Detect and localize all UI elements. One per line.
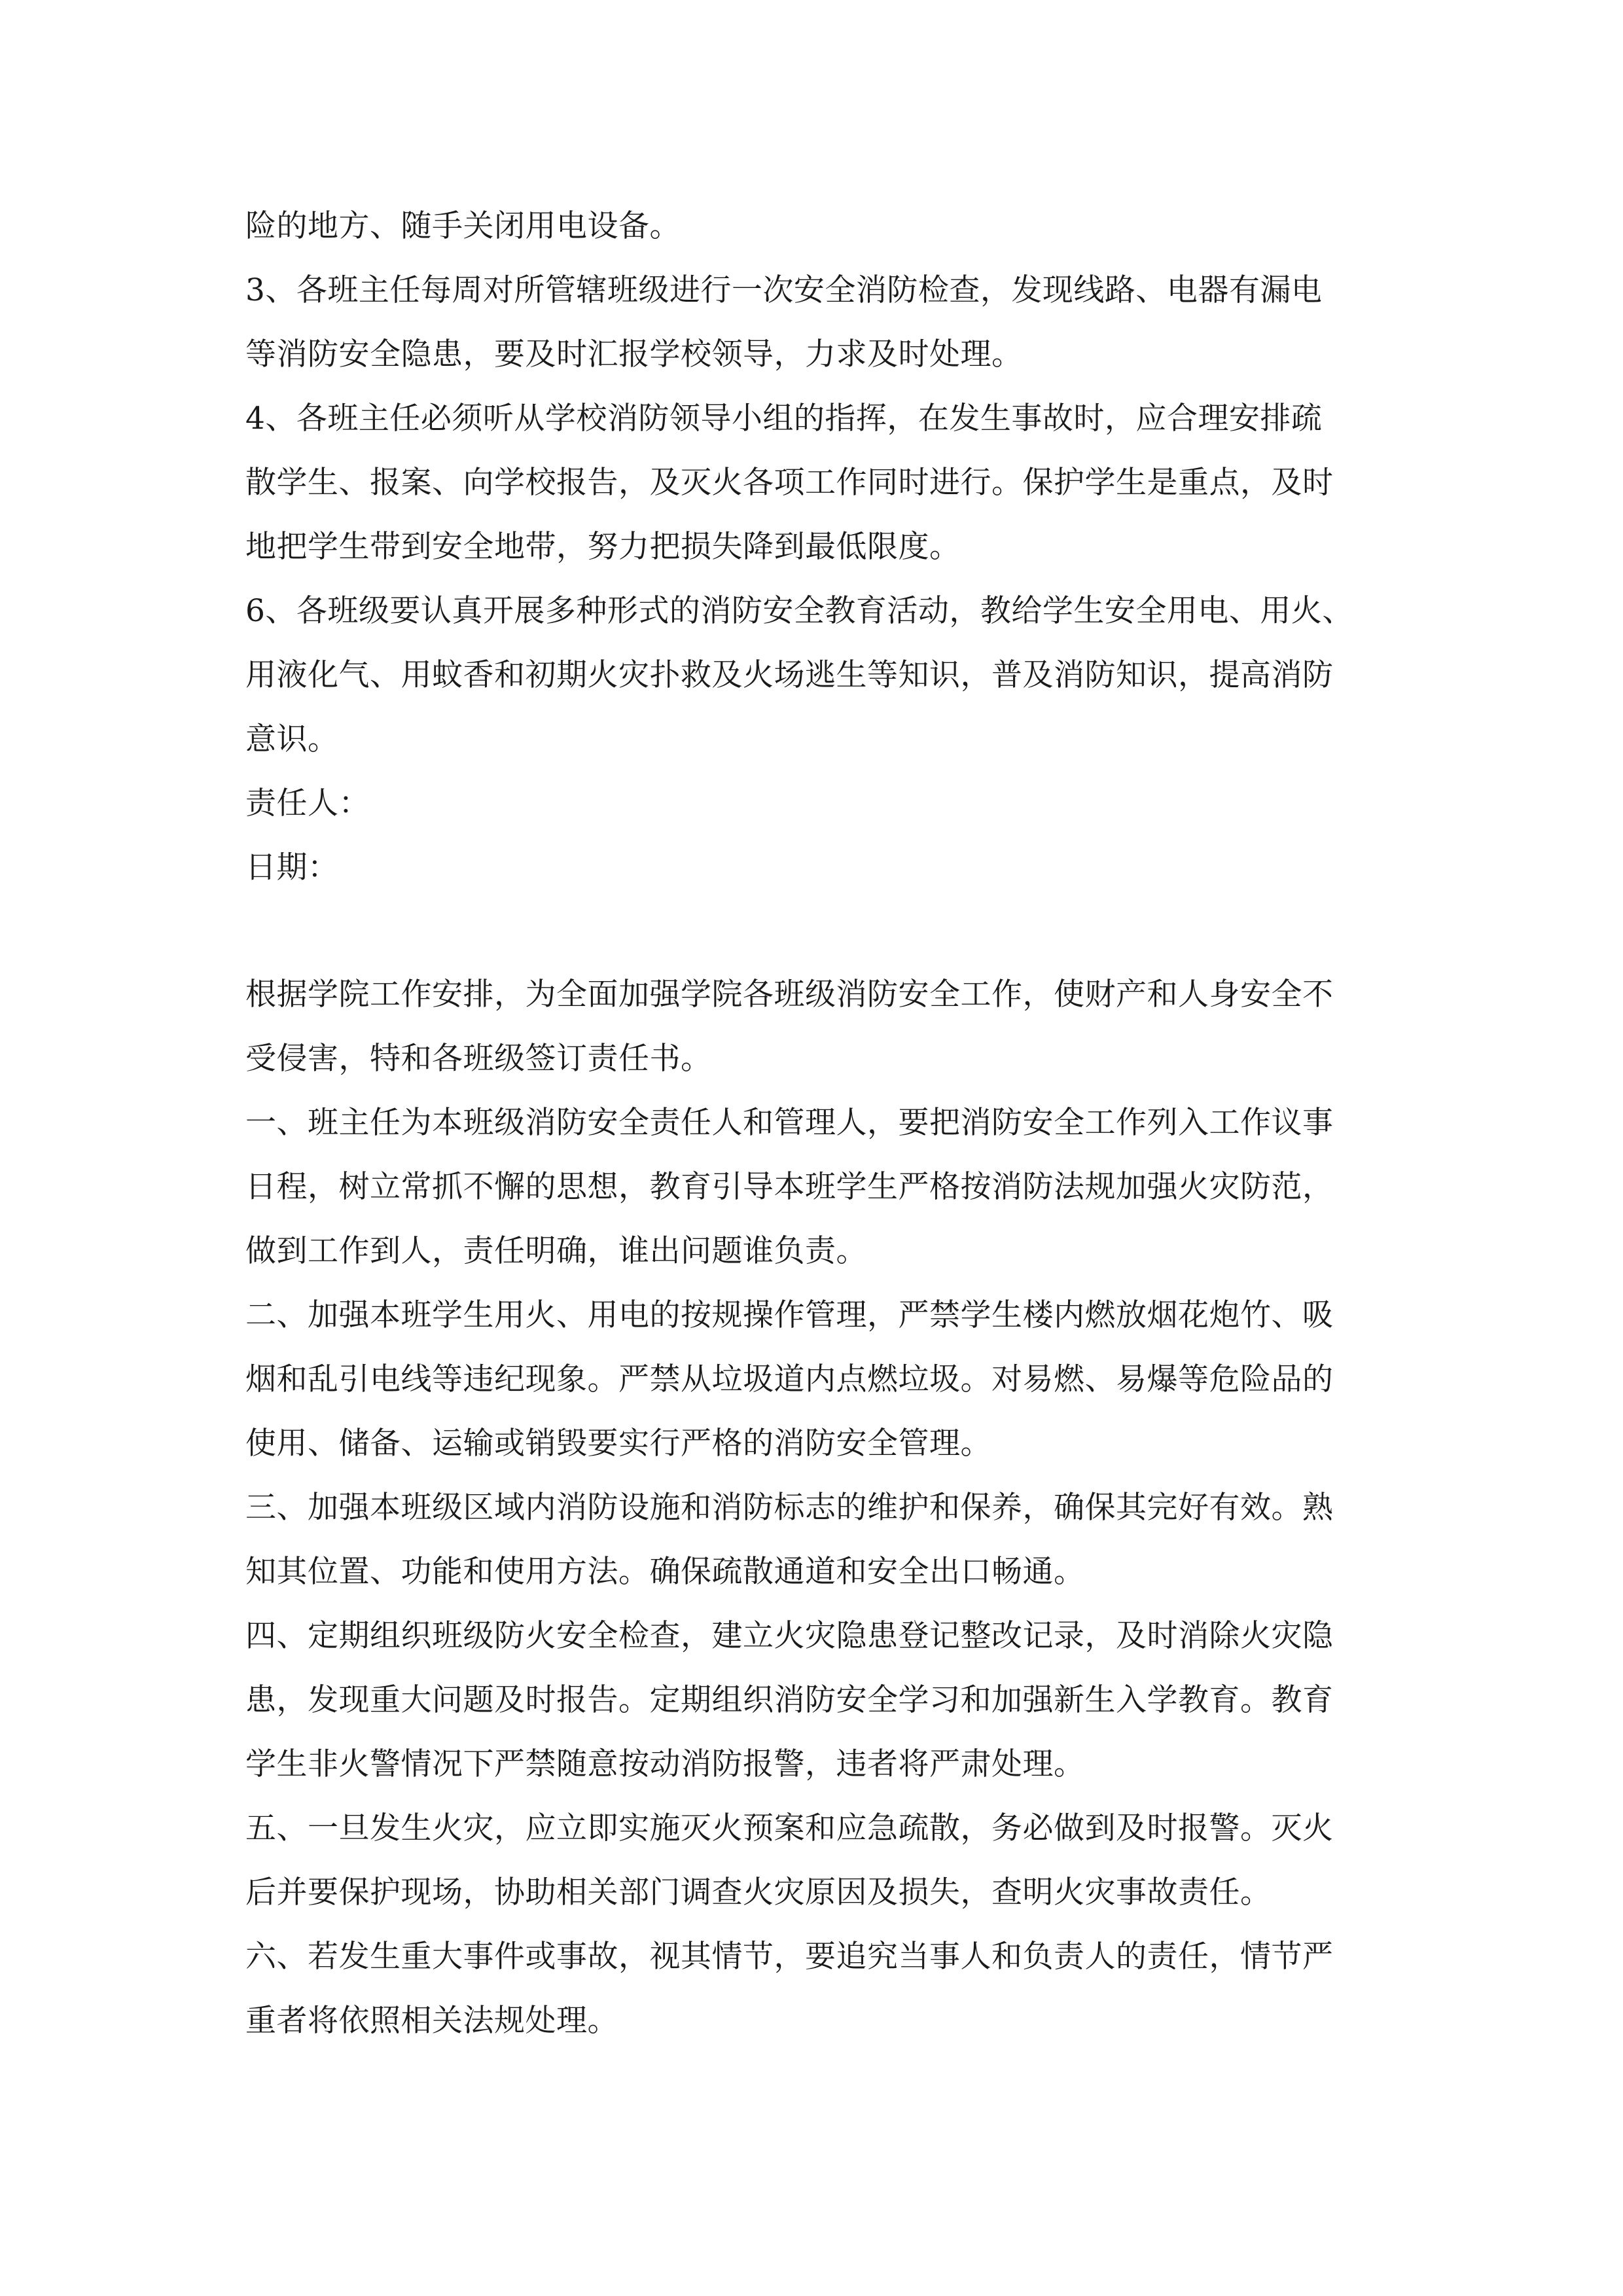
clause-line: 使用、储备、运输或销毁要实行严格的消防安全管理。: [245, 1426, 991, 1462]
text-line: 地把学生带到安全地带，努力把损失降到最低限度。: [245, 529, 961, 565]
text-line: 等消防安全隐患，要及时汇报学校领导，力求及时处理。: [245, 336, 1023, 372]
clause-line: 三、加强本班级区域内消防设施和消防标志的维护和保养，确保其完好有效。熟: [245, 1490, 1334, 1526]
text-line: 用液化气、用蚊香和初期火灾扑救及火场逃生等知识，普及消防知识，提高消防: [245, 657, 1334, 693]
text-line: 险的地方、随手关闭用电设备。: [245, 208, 681, 244]
text-line: 6、各班级要认真开展多种形式的消防安全教育活动，教给学生安全用电、用火、: [245, 593, 1353, 629]
clause-line: 一、班主任为本班级消防安全责任人和管理人，要把消防安全工作列入工作议事: [245, 1105, 1334, 1141]
responsible-person-label: 责任人：: [245, 785, 370, 821]
clause-line: 日程，树立常抓不懈的思想，教育引导本班学生严格按消防法规加强火灾防范，: [245, 1169, 1334, 1205]
clause-line: 重者将依照相关法规处理。: [245, 2003, 618, 2039]
clause-line: 做到工作到人，责任明确，谁出问题谁负责。: [245, 1233, 867, 1269]
clause-line: 知其位置、功能和使用方法。确保疏散通道和安全出口畅通。: [245, 1554, 1085, 1590]
clause-line: 烟和乱引电线等违纪现象。严禁从垃圾道内点燃垃圾。对易燃、易爆等危险品的: [245, 1361, 1334, 1397]
text-line: 意识。: [245, 721, 339, 757]
clause-line: 二、加强本班学生用火、用电的按规操作管理，严禁学生楼内燃放烟花炮竹、吸: [245, 1297, 1334, 1333]
clause-line: 后并要保护现场，协助相关部门调查火灾原因及损失，查明火灾事故责任。: [245, 1874, 1272, 1910]
date-label: 日期：: [245, 850, 339, 886]
intro-line: 受侵害，特和各班级签订责任书。: [245, 1041, 712, 1077]
clause-line: 四、定期组织班级防火安全检查，建立火灾隐患登记整改记录，及时消除火灾隐: [245, 1618, 1334, 1654]
intro-line: 根据学院工作安排，为全面加强学院各班级消防安全工作，使财产和人身安全不: [245, 977, 1334, 1013]
section-fire-safety-duties: [245, 194, 1397, 900]
clause-line: 学生非火警情况下严禁随意按动消防报警，违者将严肃处理。: [245, 1746, 1085, 1782]
clause-line: 患，发现重大问题及时报告。定期组织消防安全学习和加强新生入学教育。教育: [245, 1682, 1334, 1718]
text-line: 散学生、报案、向学校报告，及灭火各项工作同时进行。保护学生是重点，及时: [245, 465, 1334, 501]
clause-line: 六、若发生重大事件或事故，视其情节，要追究当事人和负责人的责任，情节严: [245, 1939, 1334, 1975]
section-responsibility-agreement: [245, 963, 1397, 2053]
clause-line: 五、一旦发生火灾，应立即实施灭火预案和应急疏散，务必做到及时报警。灭火: [245, 1810, 1334, 1846]
text-line: 3、各班主任每周对所管辖班级进行一次安全消防检查，发现线路、电器有漏电: [245, 272, 1323, 308]
text-line: 4、各班主任必须听从学校消防领导小组的指挥，在发生事故时，应合理安排疏: [245, 401, 1323, 437]
